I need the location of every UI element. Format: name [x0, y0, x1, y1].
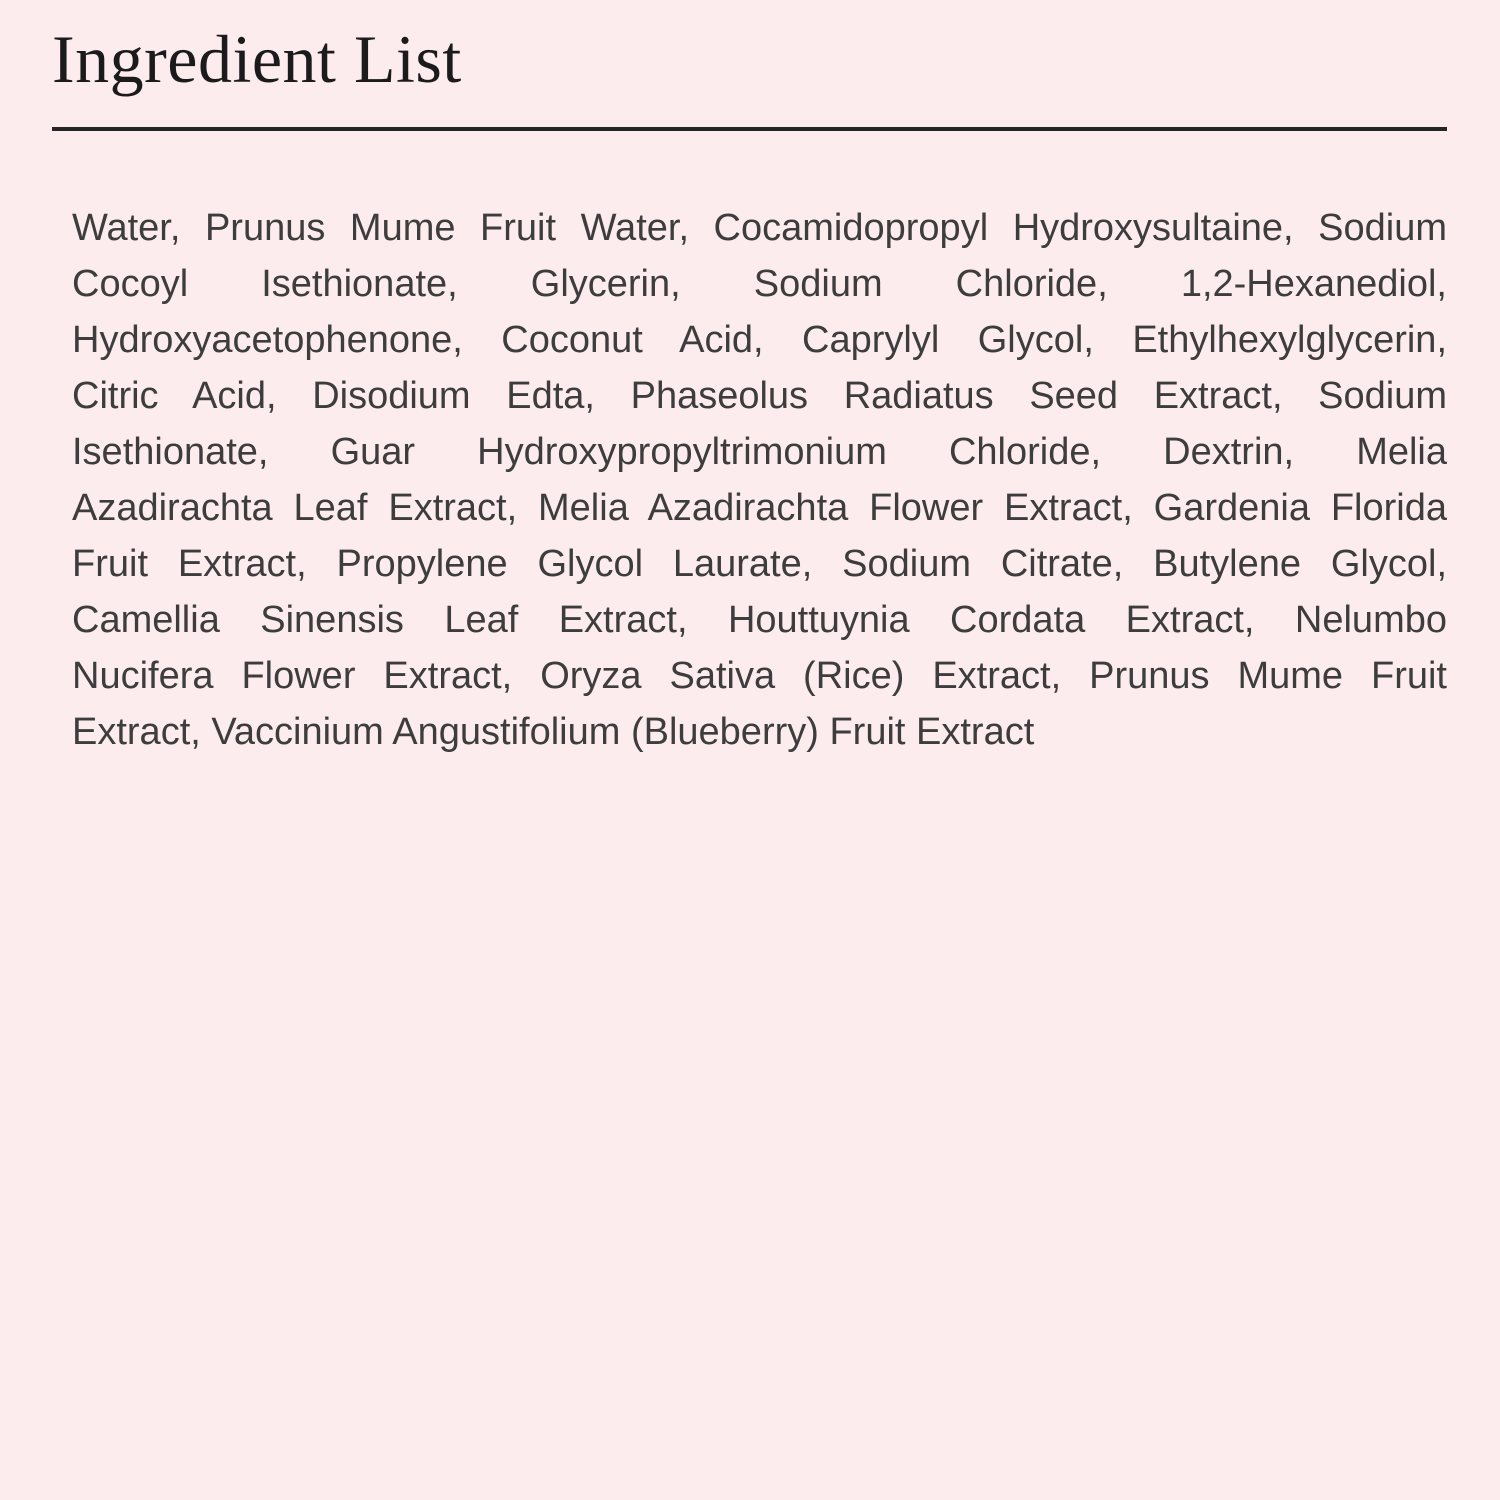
ingredient-line: Fruit Extract, Propylene Glycol Laurate, Sodium Citrate, Butylene Glycol, — [72, 543, 1447, 585]
ingredient-line: Water, Prunus Mume Fruit Water, Cocamidopropyl Hydroxysultaine, Sodium — [72, 207, 1447, 249]
ingredient-line: Camellia Sinensis Leaf Extract, Houttuynia Cordata Extract, Nelumbo — [72, 599, 1447, 641]
page-title: Ingredient List — [52, 21, 462, 97]
ingredient-line: Hydroxyacetophenone, Coconut Acid, Caprylyl Glycol, Ethylhexylglycerin, — [72, 319, 1447, 361]
ingredient-line: Cocoyl Isethionate, Glycerin, Sodium Chloride, 1,2-Hexanediol, — [72, 263, 1447, 305]
ingredient-line: Isethionate, Guar Hydroxypropyltrimonium Chloride, Dextrin, Melia — [72, 431, 1447, 473]
ingredient-line: Extract, Vaccinium Angustifolium (Blueberry) Fruit Extract — [72, 711, 1035, 753]
heading-divider-rule — [52, 127, 1447, 131]
ingredient-line: Azadirachta Leaf Extract, Melia Azadirachta Flower Extract, Gardenia Florida — [72, 487, 1447, 529]
ingredient-line: Citric Acid, Disodium Edta, Phaseolus Radiatus Seed Extract, Sodium — [72, 375, 1447, 417]
ingredient-paragraph — [72, 200, 1447, 760]
ingredient-line: Nucifera Flower Extract, Oryza Sativa (Rice) Extract, Prunus Mume Fruit — [72, 655, 1447, 697]
